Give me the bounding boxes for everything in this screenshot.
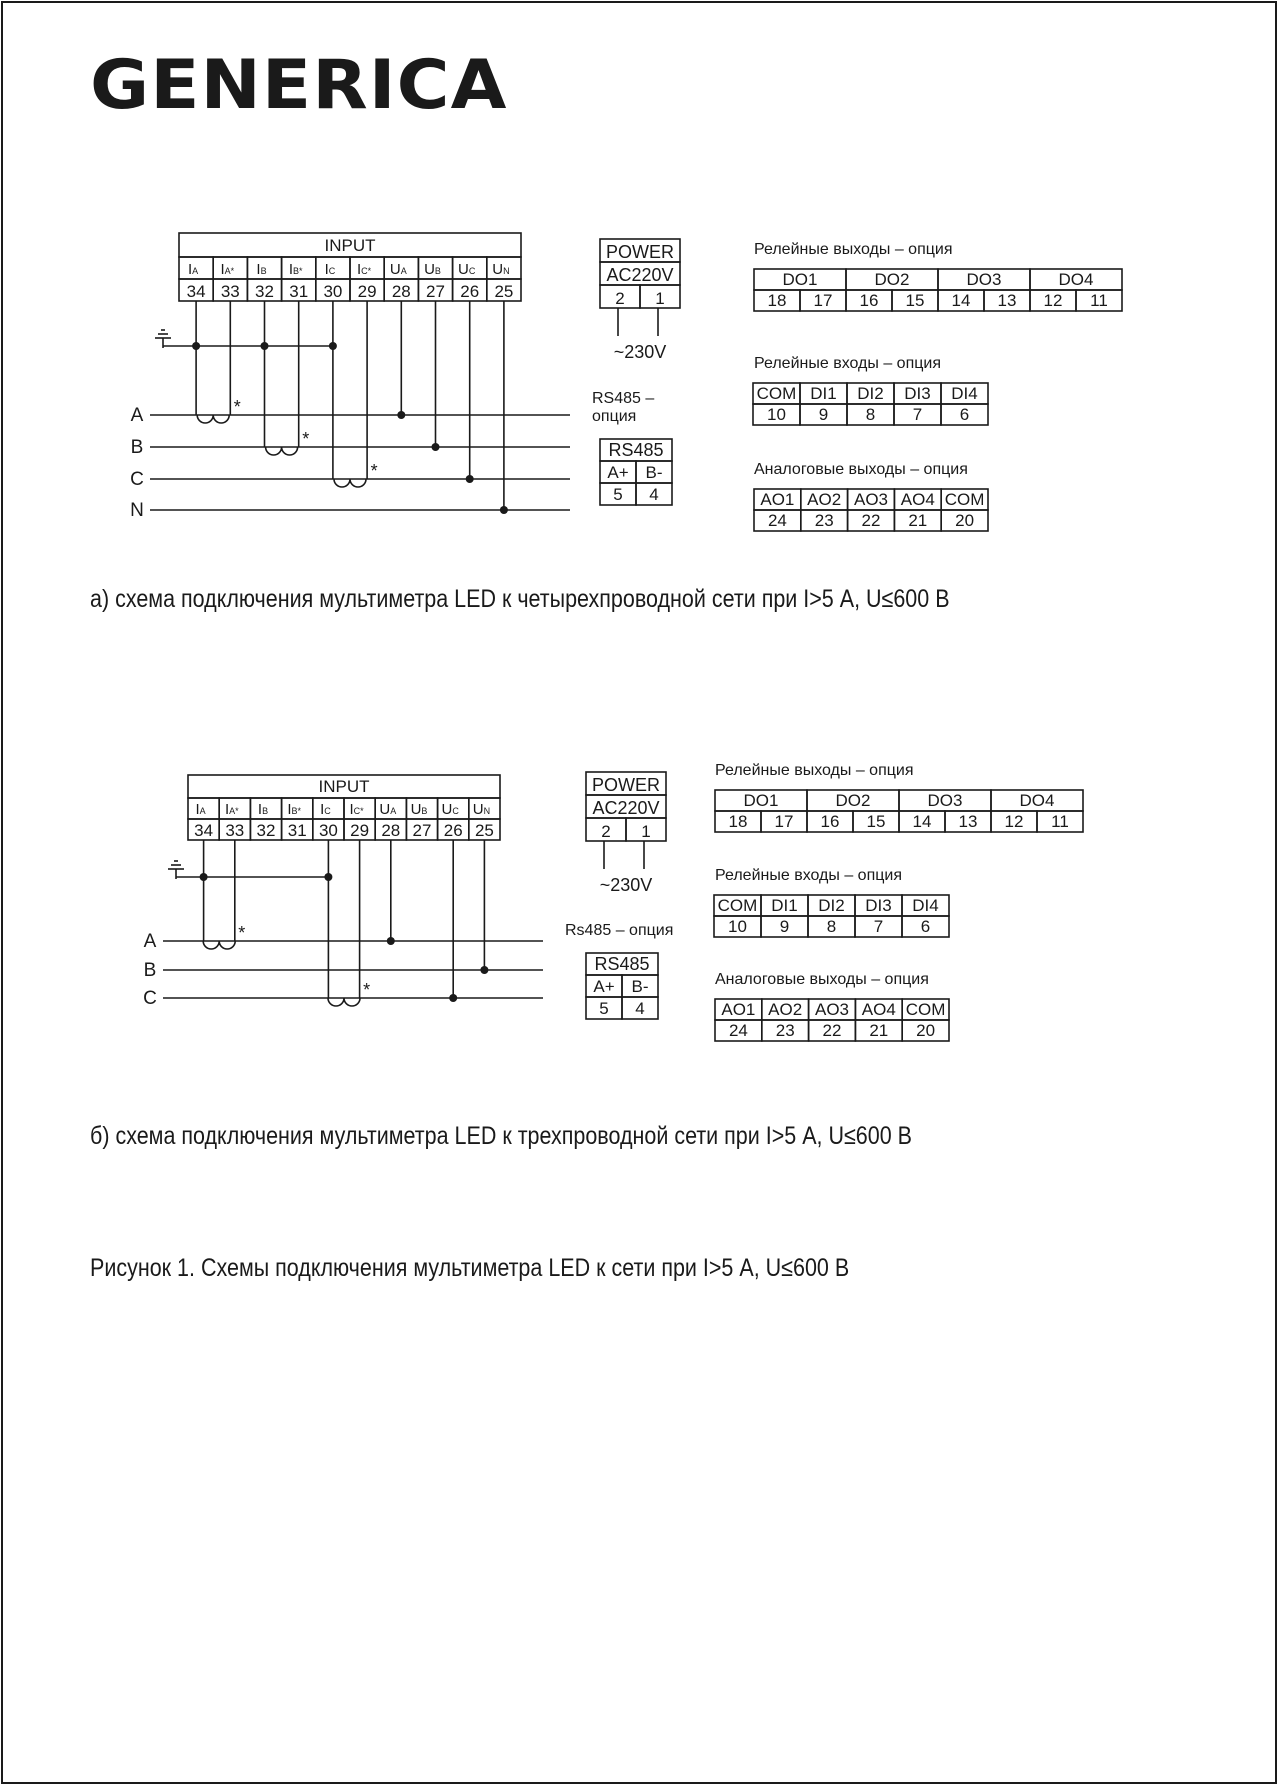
phase-label-a: A	[143, 931, 157, 952]
relay-inputs-table-header-label: DI1	[771, 896, 798, 915]
input-header-label: UC	[458, 261, 476, 278]
relay-inputs-table	[753, 383, 988, 425]
input-terminal-number: 29	[350, 821, 370, 840]
input-header-label: UA	[379, 801, 397, 818]
rs485-table-header-label: A+	[593, 977, 615, 996]
relay-inputs-table-terminal-number: 9	[779, 917, 790, 936]
relay-outputs-table-header-label: DO1	[743, 791, 779, 810]
input-header-label: IB*	[287, 801, 302, 818]
input-header-label: IC*	[357, 261, 372, 278]
relay-outputs	[715, 762, 1083, 832]
rs485-note: Rs485 – опция	[565, 922, 674, 939]
junction-dot	[466, 475, 474, 483]
input-header-label: UN	[492, 261, 510, 278]
figure-caption: Рисунок 1. Схемы подключения мультиметра LED к сети при I>5 А, U≤600 В	[90, 1254, 850, 1282]
relay-outputs-table-header-label: DO3	[927, 791, 963, 810]
ct-coil-a	[197, 415, 229, 423]
analog-outputs-table-header-label: AO2	[768, 1000, 803, 1019]
relay-outputs-table-terminal-number: 18	[767, 291, 787, 310]
input-header-label: UB	[410, 801, 428, 818]
relay-outputs	[754, 241, 1122, 311]
phase-label-c: C	[143, 988, 157, 1009]
input-header-subscript: A	[199, 806, 206, 816]
relay-inputs-table-header-label: DI4	[912, 896, 939, 915]
ct-coil-a	[203, 941, 235, 949]
power-block	[586, 772, 666, 895]
analog-outputs-table-terminal-number: 20	[955, 511, 975, 530]
input-title: INPUT	[318, 777, 370, 796]
relay-outputs-table-terminal-number: 13	[958, 812, 978, 831]
phase-label-b: B	[143, 960, 157, 981]
junction-dot	[324, 873, 332, 881]
analog-outputs-table-header-label: AO4	[900, 490, 935, 509]
relay-outputs-table-terminal-number: 17	[774, 812, 794, 831]
relay-outputs-table-header-label: DO4	[1058, 270, 1094, 289]
analog-outputs-table-header-label: AO3	[853, 490, 889, 509]
input-header-label: IB*	[288, 261, 303, 278]
ct-coil-c	[334, 479, 366, 487]
relay-outputs-table-terminal-number: 14	[912, 812, 932, 831]
power-subtitle: AC220V	[606, 265, 674, 285]
input-header-label: IA	[195, 801, 206, 818]
analog-outputs-table-header-label: COM	[905, 1000, 946, 1019]
input-header-label: IC	[320, 801, 331, 818]
input-header-subscript: N	[483, 806, 491, 816]
junction-dot	[449, 994, 457, 1002]
analog-outputs-table-header-label: AO4	[861, 1000, 896, 1019]
relay-outputs-table-header-label: DO2	[874, 270, 910, 289]
input-terminal-number: 25	[474, 821, 494, 840]
relay-outputs-table-header-label: DO4	[1019, 791, 1055, 810]
ct-coil-b	[266, 447, 298, 455]
input-header-subscript: B*	[291, 806, 302, 816]
relay-inputs-table-terminal-number: 10	[767, 405, 786, 424]
rs485-table-title: RS485	[608, 440, 664, 460]
junction-dot	[192, 342, 200, 350]
analog-outputs-table-terminal-number: 22	[861, 511, 881, 530]
input-header-label: UN	[472, 801, 491, 818]
relay-inputs-table-terminal-number: 9	[818, 405, 829, 424]
relay-inputs-table-header-label: COM	[756, 384, 797, 403]
input-terminal-number: 32	[256, 821, 276, 840]
diagram-a	[130, 233, 1122, 531]
rs485-table-terminal-number: 4	[635, 999, 645, 1018]
input-header-subscript: B*	[293, 266, 303, 276]
analog-outputs-table-terminal-number: 21	[908, 511, 928, 530]
input-header-subscript: A	[192, 266, 199, 276]
analog-outputs-table-header-label: AO1	[721, 1000, 756, 1019]
ct-polarity-mark: *	[370, 461, 378, 481]
rs485-table-terminal-number: 4	[649, 485, 659, 504]
rs485-table-header-label: B-	[631, 977, 649, 996]
rs485-table-header-label: B-	[645, 463, 663, 482]
input-header-subscript: C*	[361, 266, 372, 276]
power-terminal-number: 1	[655, 289, 665, 308]
input-header-subscript: B	[434, 266, 441, 276]
relay-inputs-table-terminal-number: 10	[728, 917, 747, 936]
input-header-label: IC*	[349, 801, 364, 818]
input-title: INPUT	[324, 236, 376, 255]
input-terminal-number: 30	[323, 282, 343, 301]
relay-outputs-table-terminal-number: 16	[820, 812, 840, 831]
relay-inputs-table-header-label: DI3	[904, 384, 931, 403]
input-terminal-number: 29	[357, 282, 377, 301]
relay-outputs-table-terminal-number: 15	[866, 812, 886, 831]
input-header-subscript: N	[503, 266, 510, 276]
input-header-subscript: C	[452, 806, 459, 816]
input-header-label: IA	[188, 261, 199, 278]
relay-outputs-table-header-label: DO3	[966, 270, 1002, 289]
rs485-note: RS485 –	[592, 390, 655, 407]
ct-coil-c	[328, 998, 360, 1006]
relay-inputs-table-terminal-number: 8	[826, 917, 837, 936]
analog-outputs-table	[754, 489, 988, 531]
input-header-subscript: C*	[353, 806, 364, 816]
analog-outputs-table-terminal-number: 20	[916, 1021, 936, 1040]
analog-outputs-table-terminal-number: 23	[775, 1021, 795, 1040]
input-header-subscript: C	[324, 806, 331, 816]
relay-inputs-table-terminal-number: 7	[873, 917, 884, 936]
relay-outputs-table-header-label: DO1	[782, 270, 818, 289]
junction-dot	[329, 342, 337, 350]
input-header-label: IA*	[224, 801, 239, 818]
rs485-note: опция	[592, 408, 637, 425]
analog-outputs-table-header-label: COM	[944, 490, 985, 509]
analog-outputs-table-terminal-number: 21	[869, 1021, 889, 1040]
input-header-label: IB	[256, 261, 267, 278]
analog-outputs-table-terminal-number: 22	[822, 1021, 842, 1040]
input-header-label: UC	[441, 801, 459, 818]
input-block	[179, 233, 521, 301]
junction-dot	[261, 342, 269, 350]
analog-outputs-table-header-label: AO1	[760, 490, 795, 509]
analog-outputs-title: Аналоговые выходы – опция	[754, 461, 968, 478]
input-header-label: UA	[389, 261, 407, 278]
junction-dot	[500, 506, 508, 514]
relay-inputs-table-header-label: DI4	[951, 384, 978, 403]
input-block	[188, 775, 500, 840]
input-terminal-number: 33	[220, 282, 240, 301]
power-terminal-number: 2	[601, 822, 611, 841]
relay-outputs-table-terminal-number: 13	[997, 291, 1017, 310]
relay-inputs-table-header-label: COM	[717, 896, 758, 915]
input-terminal-number: 32	[255, 282, 274, 301]
power-subtitle: AC220V	[592, 798, 660, 818]
phase-label-c: C	[130, 469, 144, 490]
input-terminal-number: 26	[460, 282, 480, 301]
analog-outputs-title: Аналоговые выходы – опция	[715, 971, 929, 988]
input-terminal-number: 27	[412, 821, 432, 840]
rs485-table-terminal-number: 5	[599, 999, 609, 1018]
ct-polarity-mark: *	[302, 429, 310, 449]
ct-polarity-mark: *	[238, 923, 246, 943]
relay-outputs-table-terminal-number: 12	[1004, 812, 1024, 831]
power-supply-label: ~230V	[599, 875, 653, 895]
input-header-subscript: C	[328, 266, 336, 276]
rs485-table-header-label: A+	[607, 463, 629, 482]
junction-dot	[480, 966, 488, 974]
relay-inputs	[753, 355, 988, 425]
rs485-block	[592, 390, 672, 505]
rs485-table-title: RS485	[594, 954, 650, 974]
relay-inputs-table-header-label: DI1	[810, 384, 837, 403]
relay-inputs-table-header-label: DI2	[818, 896, 845, 915]
phase-label-b: B	[130, 437, 144, 458]
relay-outputs-table-terminal-number: 14	[951, 291, 971, 310]
rs485-table-terminal-number: 5	[613, 485, 623, 504]
analog-outputs	[715, 971, 949, 1041]
analog-outputs-table-header-label: AO3	[814, 1000, 850, 1019]
relay-inputs-table	[714, 895, 949, 937]
relay-inputs-table-header-label: DI2	[857, 384, 884, 403]
input-header-subscript: B	[262, 806, 269, 816]
junction-dot	[387, 937, 395, 945]
power-supply-label: ~230V	[613, 342, 667, 362]
input-terminal-number: 31	[289, 282, 309, 301]
input-header-label: UB	[424, 261, 441, 278]
caption-b: б) схема подключения мультиметра LED к трехпроводной сети при I>5 А, U≤600 В	[90, 1122, 912, 1150]
phase-label-n: N	[130, 500, 144, 521]
input-terminal-number: 33	[225, 821, 245, 840]
rs485-block	[565, 922, 673, 1019]
input-terminal-number: 28	[391, 282, 411, 301]
relay-inputs	[714, 867, 949, 937]
phase-label-a: A	[130, 405, 144, 426]
junction-dot	[200, 873, 208, 881]
input-terminal-number: 25	[494, 282, 514, 301]
input-header-subscript: A	[390, 806, 397, 816]
input-header-label: IB	[257, 801, 269, 818]
relay-outputs-table-terminal-number: 17	[813, 291, 833, 310]
input-header-subscript: B	[421, 806, 428, 816]
relay-inputs-title: Релейные входы – опция	[715, 867, 903, 884]
relay-outputs-table-terminal-number: 12	[1043, 291, 1063, 310]
ct-polarity-mark: *	[363, 980, 371, 1000]
relay-inputs-table-terminal-number: 7	[912, 405, 923, 424]
relay-outputs-table-terminal-number: 18	[728, 812, 748, 831]
input-terminal-number: 31	[287, 821, 307, 840]
relay-inputs-table-terminal-number: 6	[959, 405, 970, 424]
relay-outputs-title: Релейные выходы – опция	[754, 241, 953, 258]
input-header-subscript: C	[468, 266, 476, 276]
relay-outputs-table-terminal-number: 15	[905, 291, 925, 310]
junction-dot	[432, 443, 440, 451]
input-terminal-number: 34	[194, 821, 214, 840]
relay-outputs-table-terminal-number: 16	[859, 291, 879, 310]
analog-outputs-table-header-label: AO2	[807, 490, 842, 509]
relay-inputs-table-header-label: DI3	[865, 896, 892, 915]
input-terminal-number: 27	[426, 282, 445, 301]
analog-outputs-table-terminal-number: 24	[728, 1021, 748, 1040]
relay-outputs-table	[715, 790, 1083, 832]
analog-outputs-table-terminal-number: 24	[767, 511, 787, 530]
input-terminal-number: 34	[186, 282, 206, 301]
input-header-label: IA*	[220, 261, 235, 278]
analog-outputs-table-terminal-number: 23	[814, 511, 834, 530]
junction-dot	[397, 411, 405, 419]
power-block	[600, 239, 680, 362]
power-terminal-number: 2	[615, 289, 625, 308]
relay-inputs-table-terminal-number: 6	[920, 917, 931, 936]
caption-a: а) схема подключения мультиметра LED к четырехпроводной сети при I>5 А, U≤600 В	[90, 585, 950, 613]
relay-outputs-table-header-label: DO2	[835, 791, 871, 810]
relay-outputs-title: Релейные выходы – опция	[715, 762, 914, 779]
power-title: POWER	[591, 775, 661, 795]
analog-outputs-table	[715, 999, 949, 1041]
rs485-table	[600, 439, 672, 505]
diagram-b	[143, 762, 1083, 1041]
input-terminal-number: 26	[443, 821, 463, 840]
input-header-subscript: B	[260, 266, 267, 276]
input-header-subscript: A*	[224, 266, 235, 276]
input-terminal-number: 30	[318, 821, 338, 840]
relay-outputs-table-terminal-number: 11	[1051, 812, 1069, 831]
input-terminal-number: 28	[381, 821, 401, 840]
relay-outputs-table-terminal-number: 11	[1090, 291, 1108, 310]
relay-inputs-title: Релейные входы – опция	[754, 355, 942, 372]
ct-polarity-mark: *	[233, 397, 241, 417]
power-title: POWER	[605, 242, 675, 262]
input-header-subscript: A*	[229, 806, 239, 816]
rs485-table	[586, 953, 658, 1019]
brand-logo: GENERICA	[90, 46, 508, 125]
relay-inputs-table-terminal-number: 8	[865, 405, 876, 424]
input-header-subscript: A	[400, 266, 407, 276]
analog-outputs	[754, 461, 988, 531]
input-header-label: IC	[324, 261, 336, 278]
power-terminal-number: 1	[641, 822, 651, 841]
relay-outputs-table	[754, 269, 1122, 311]
